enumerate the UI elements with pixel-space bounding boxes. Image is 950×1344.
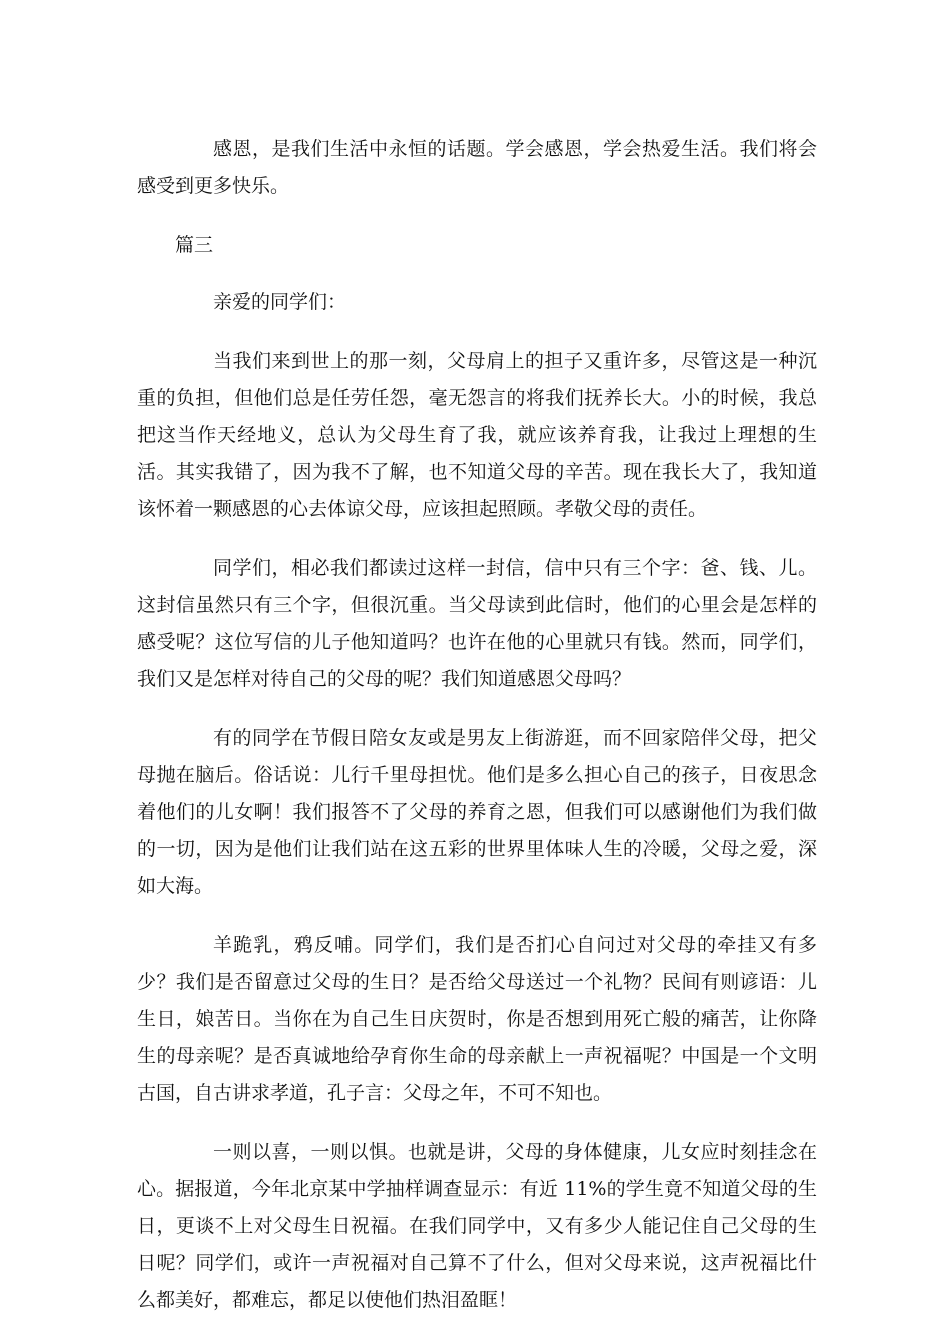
paragraph-birthday-survey: 一则以喜，一则以惧。也就是讲，父母的身体健康，儿女应时刻挂念在心。据报道，今年北京某中学抽样调查显示：有近 11%的学生竟不知道父母的生日，更谈不上对父母生日祝福。在我们同学中，又有多少人能记住自己父母的生日呢？同学们，或许一声祝福对自己算不了什么，但对父母来说，这声祝福比什么都美好，都难忘，都足以使他们热泪盈眶！ bbox=[137, 1141, 817, 1311]
salutation: 亲爱的同学们： bbox=[213, 291, 347, 313]
document-body bbox=[137, 131, 817, 1341]
paragraph-parents-burden: 当我们来到世上的那一刻，父母肩上的担子又重许多，尽管这是一种沉重的负担，但他们总是任劳任怨，毫无怨言的将我们抚养长大。小的时候，我总把这当作天经地义，总认为父母生育了我，就应该养育我，让我过上理想的生活。其实我错了，因为我不了解，也不知道父母的辛苦。现在我长大了，我知道该怀着一颗感恩的心去体谅父母，应该担起照顾。孝敬父母的责任。 bbox=[137, 350, 817, 520]
paragraph-letter: 同学们，相必我们都读过这样一封信，信中只有三个字：爸、钱、儿。这封信虽然只有三个字，但很沉重。当父母读到此信时，他们的心里会是怎样的感受呢？这位写信的儿子他知道吗？也许在他的心里就只有钱。然而，同学们，我们又是怎样对待自己的父母的呢？我们知道感恩父母吗？ bbox=[137, 557, 817, 690]
paragraph-filial-piety: 羊跪乳，鸦反哺。同学们，我们是否扪心自问过对父母的牵挂又有多少？我们是否留意过父母的生日？是否给父母送过一个礼物？民间有则谚语：儿生日，娘苦日。当你在为自己生日庆贺时，你是否想到用死亡般的痛苦，让你降生的母亲呢？是否真诚地给孕育你生命的母亲献上一声祝福呢？中国是一个文明古国，自古讲求孝道，孔子言：父母之年，不可不知也。 bbox=[137, 934, 817, 1104]
paragraph-accompany-parents: 有的同学在节假日陪女友或是男友上街游逛，而不回家陪伴父母，把父母抛在脑后。俗话说：儿行千里母担忧。他们是多么担心自己的孩子，日夜思念着他们的儿女啊！我们报答不了父母的养育之恩，但我们可以感谢他们为我们做的一切，因为是他们让我们站在这五彩的世界里体味人生的冷暖，父母之爱，深如大海。 bbox=[137, 727, 817, 897]
paragraph-gratitude-conclusion: 感恩，是我们生活中永恒的话题。学会感恩，学会热爱生活。我们将会感受到更多快乐。 bbox=[137, 138, 817, 197]
section-heading: 篇三 bbox=[175, 234, 214, 256]
